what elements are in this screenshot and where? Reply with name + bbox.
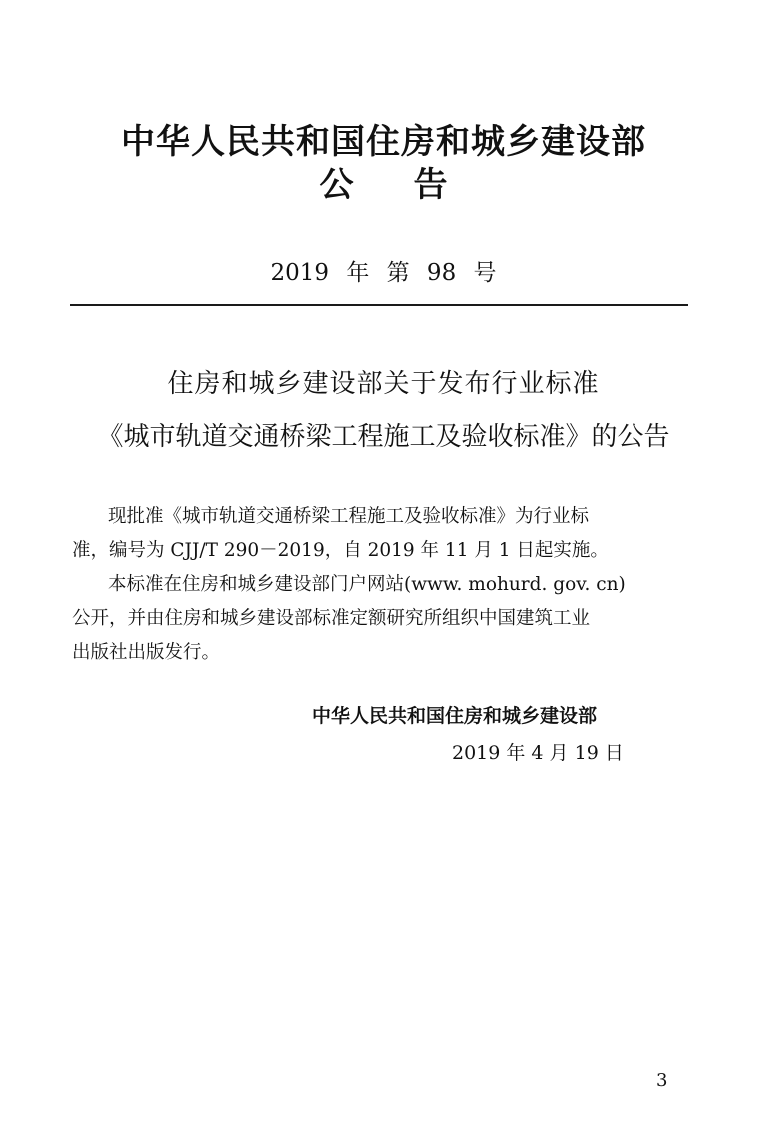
signature-issuer: 中华人民共和国住房和城乡建设部 xyxy=(312,705,598,727)
page-number: 3 xyxy=(656,1070,668,1091)
signature-date: 2019 年 4 月 19 日 xyxy=(452,742,624,764)
body-paragraph-2-line-2: 公开，并由住房和城乡建设部标准定额研究所组织中国建筑工业 xyxy=(72,608,591,629)
document-kind-heading: 公告 xyxy=(319,165,508,205)
body-paragraph-1-line-2: 准，编号为 CJJ/T 290－2019，自 2019 年 11 月 1 日起实施。 xyxy=(72,540,609,561)
header-divider xyxy=(70,304,688,306)
issuer-heading: 中华人民共和国住房和城乡建设部 xyxy=(121,122,646,162)
body-paragraph-1-line-1: 现批准《城市轨道交通桥梁工程施工及验收标准》为行业标 xyxy=(108,506,590,527)
document-number: 2019 年 第 98 号 xyxy=(270,260,497,286)
notice-title-line-1: 住房和城乡建设部关于发布行业标准 xyxy=(167,369,600,399)
body-paragraph-2-line-1: 本标准在住房和城乡建设部门户网站(www. mohurd. gov. cn) xyxy=(108,574,626,595)
notice-title-line-2: 《城市轨道交通桥梁工程施工及验收标准》的公告 xyxy=(97,422,670,452)
body-paragraph-2-line-3: 出版社出版发行。 xyxy=(72,642,221,663)
